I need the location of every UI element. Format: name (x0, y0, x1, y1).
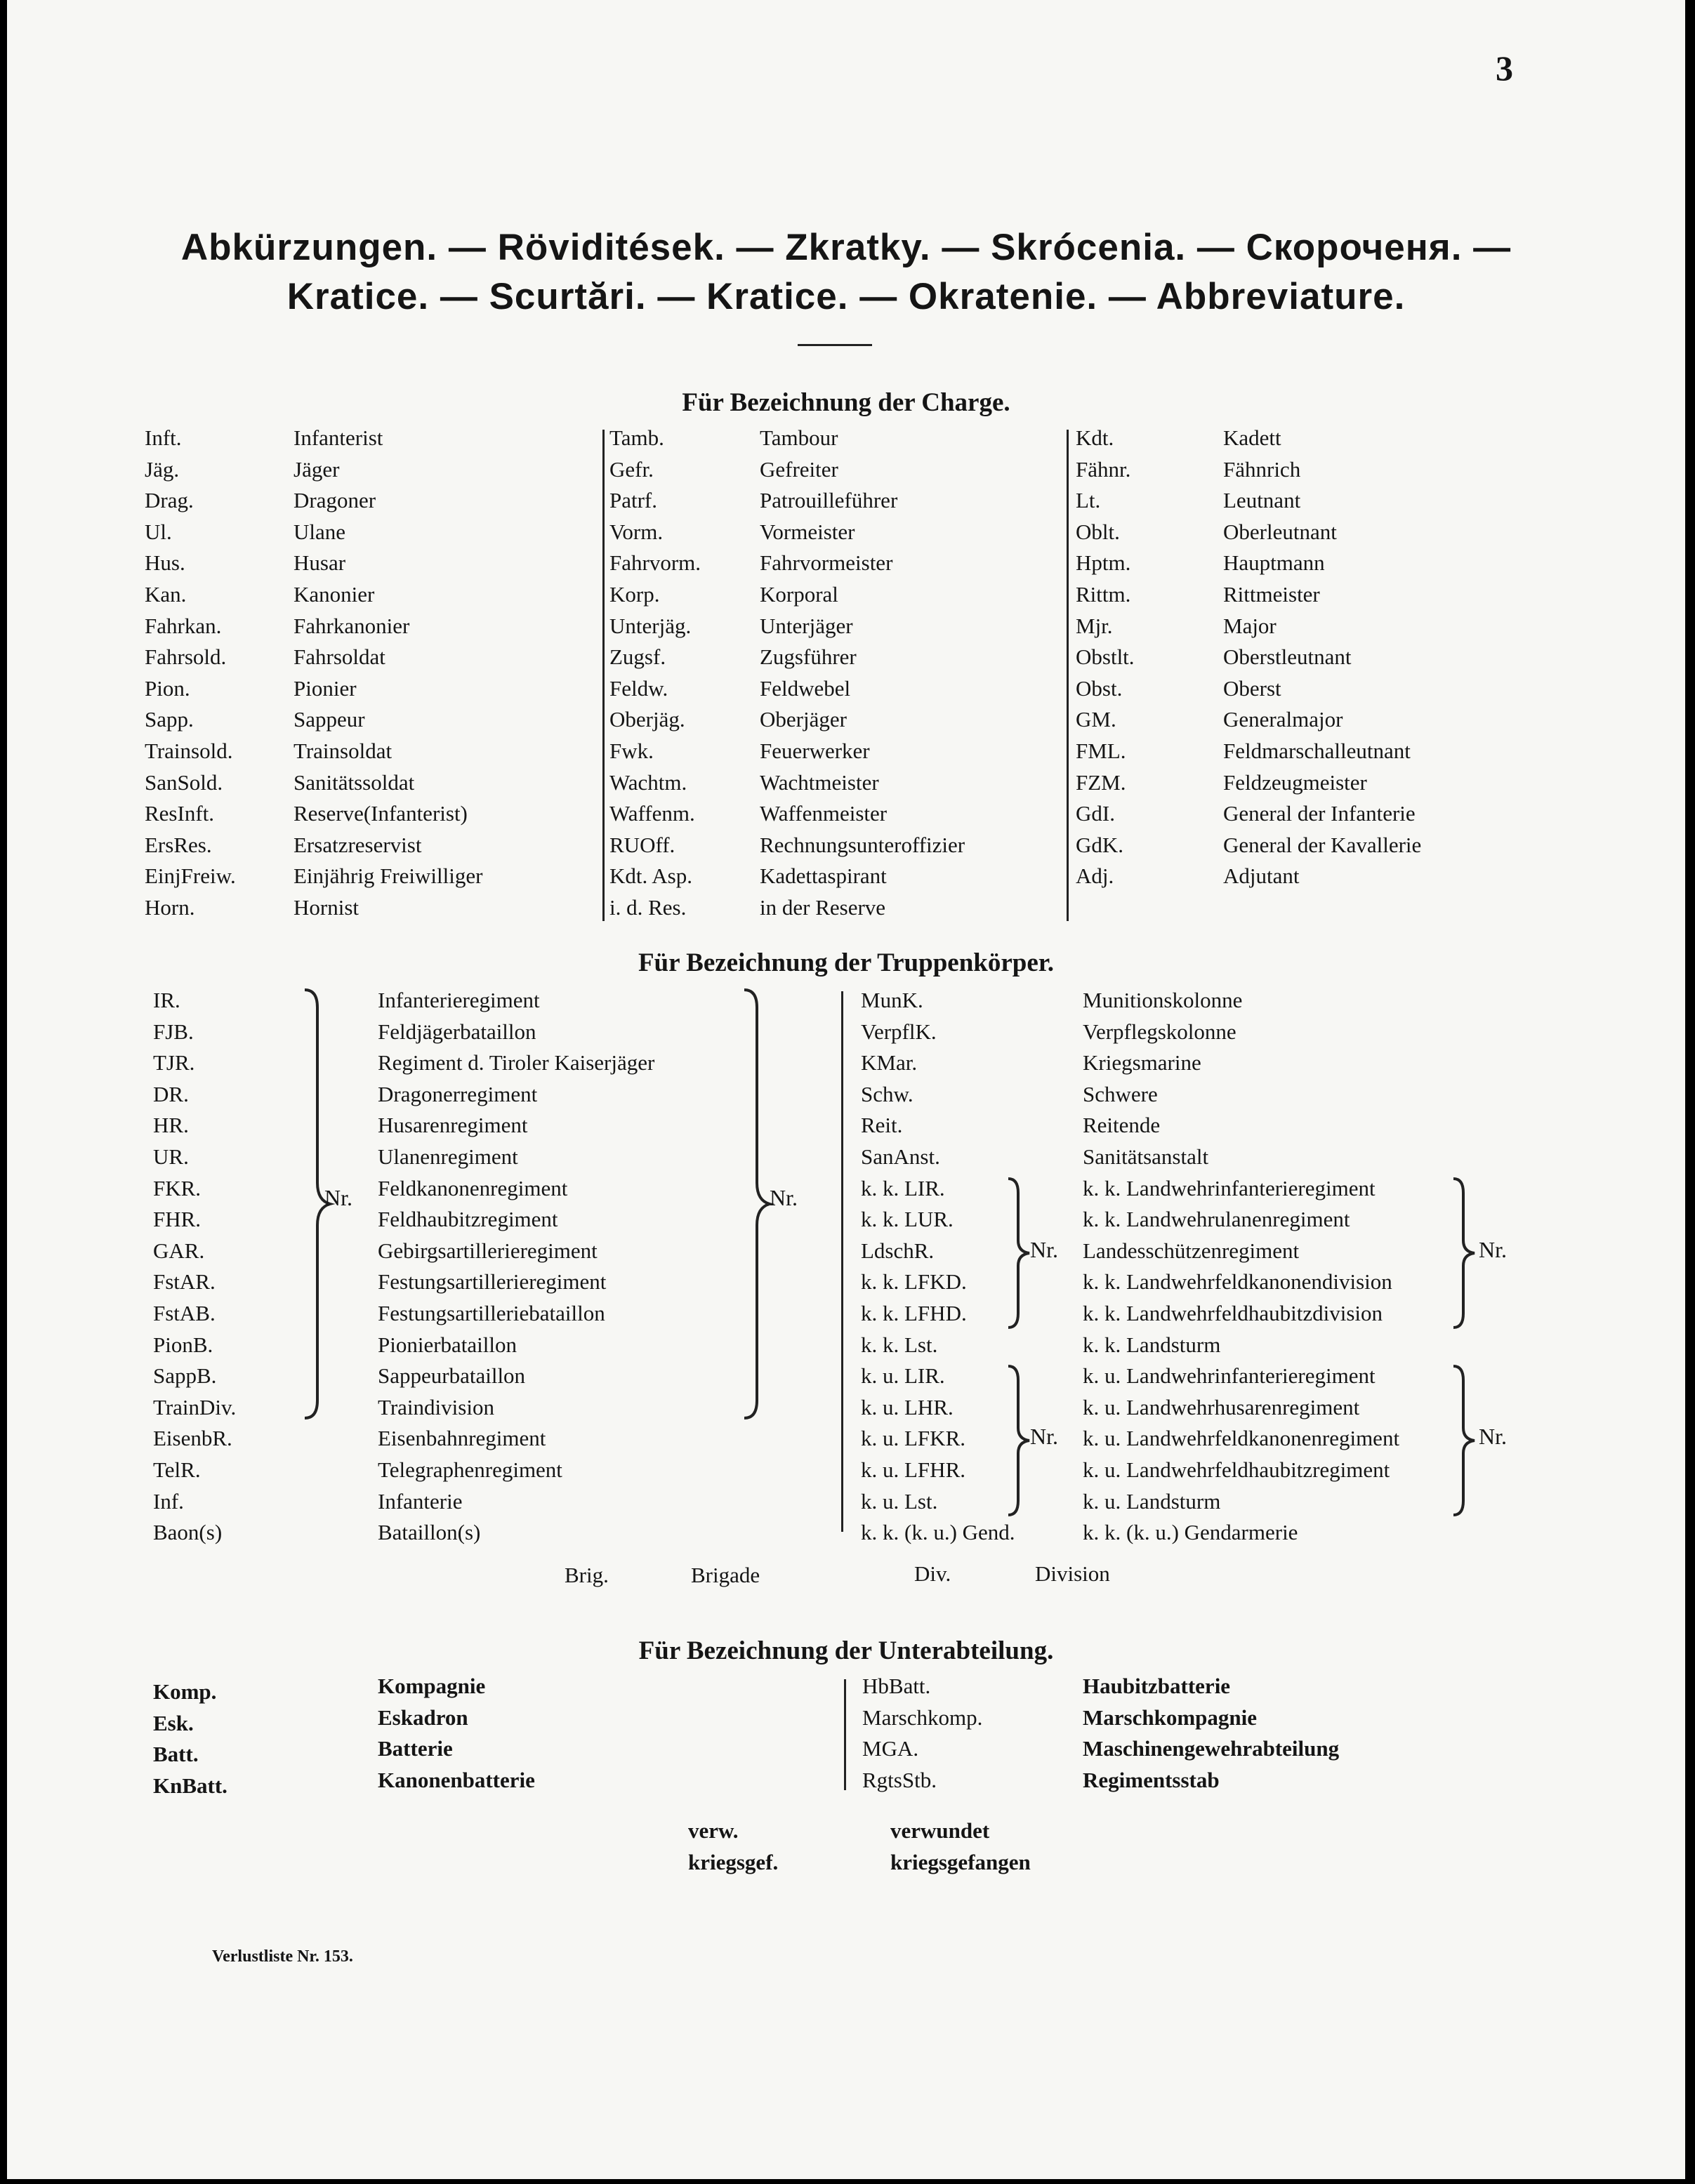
charge-full-5: Rittmeister (1223, 581, 1320, 607)
charge-full-13: Rechnungsunteroffizier (760, 832, 965, 857)
unter-right-full (1083, 1671, 1339, 1796)
charge-full-4: Husar (294, 550, 346, 576)
charge-full-4: Fahrvormeister (760, 550, 893, 576)
charge-full-14: Adjutant (1223, 863, 1300, 889)
charge-full-0: Kadett (1223, 425, 1281, 450)
unter-right-abbr (862, 1671, 982, 1796)
charge-full-12: Waffenmeister (760, 801, 888, 826)
charge-abbr-4: Hus. (145, 550, 185, 576)
charge-abbr-5: Rittm. (1076, 581, 1131, 607)
charge-full-6: Major (1223, 613, 1277, 638)
brig-full: Brigade (691, 1563, 760, 1587)
unter-extra-abbr (688, 1815, 778, 1878)
truppen-abbr-9: k. k. LFKD. (861, 1269, 967, 1295)
charge-full-15: in der Reserve (760, 894, 886, 920)
unter-full-3: Regimentsstab (1083, 1767, 1220, 1792)
charge-abbr-3: Vorm. (609, 519, 664, 544)
charge-full-3: Oberleutnant (1223, 519, 1337, 544)
nr-label-left-outer: Nr. (770, 1185, 798, 1210)
truppen-abbr-5: SanAnst. (861, 1144, 940, 1169)
column-divider (602, 430, 605, 921)
truppen-abbr-14: EisenbR. (153, 1426, 232, 1451)
unter-extra-abbr-0: verw. (688, 1818, 739, 1843)
section-heading-truppen: Für Bezeichnung der Truppenkörper. (638, 948, 1055, 977)
truppen-full-2: Kriegsmarine (1083, 1050, 1201, 1076)
truppen-abbr-4: Reit. (861, 1113, 903, 1138)
truppen-abbr-15: k. u. LFHR. (861, 1457, 965, 1482)
truppen-full-13: Traindivision (378, 1394, 494, 1419)
truppen-abbr-9: FstAR. (153, 1269, 216, 1295)
charge-full-8: Pionier (294, 675, 357, 701)
truppen-abbr-11: PionB. (153, 1332, 213, 1357)
charge-abbr-4: Fahrvorm. (609, 550, 701, 576)
charge-full-12: Reserve(Infanterist) (294, 801, 468, 826)
truppen-abbr-10: FstAB. (153, 1300, 216, 1325)
truppen-full-3: Dragonerregiment (378, 1081, 538, 1106)
charge-full-13: Ersatzreservist (294, 832, 422, 857)
truppen-right-full (1083, 985, 1399, 1549)
truppen-full-11: Pionierbataillon (378, 1332, 517, 1357)
charge-abbr-10: Fwk. (609, 738, 654, 763)
charge-abbr-3: Ul. (145, 519, 172, 544)
charge-full-13: General der Kavallerie (1223, 832, 1422, 857)
charge-full-15: Hornist (294, 894, 359, 920)
column-divider (844, 1679, 846, 1790)
charge-full-1: Jäger (294, 456, 340, 482)
charge-abbr-7: Obstlt. (1076, 644, 1135, 670)
charge-abbr-12: Waffenm. (609, 801, 695, 826)
truppen-full-3: Schwere (1083, 1081, 1158, 1106)
unter-full-0: Haubitzbatterie (1083, 1674, 1231, 1698)
truppen-full-13: k. u. Landwehrhusarenregiment (1083, 1394, 1360, 1419)
charge-abbr-10: FML. (1076, 738, 1126, 763)
brig-abbr: Brig. (565, 1563, 609, 1587)
charge-full-3: Vormeister (760, 519, 855, 544)
truppen-full-6: k. k. Landwehrinfanterieregiment (1083, 1175, 1376, 1200)
truppen-abbr-2: KMar. (861, 1050, 918, 1076)
unter-abbr-0: Komp. (153, 1679, 217, 1704)
charge-abbr-14: Adj. (1076, 863, 1114, 889)
truppen-abbr-5: UR. (153, 1144, 189, 1169)
truppen-abbr-10: k. k. LFHD. (861, 1300, 967, 1325)
charge-full-11: Wachtmeister (760, 769, 879, 795)
truppen-abbr-11: k. k. Lst. (861, 1332, 938, 1357)
truppen-abbr-16: k. u. Lst. (861, 1488, 938, 1514)
charge-abbr-1: Jäg. (145, 456, 180, 482)
charge-full-7: Fahrsoldat (294, 644, 385, 670)
truppen-abbr-6: k. k. LIR. (861, 1175, 945, 1200)
truppen-abbr-1: FJB. (153, 1019, 194, 1044)
unter-abbr-0: HbBatt. (862, 1674, 931, 1698)
truppen-abbr-14: k. u. LFKR. (861, 1426, 965, 1451)
charge-full-0: Infanterist (294, 425, 383, 450)
charge-full-8: Oberst (1223, 675, 1281, 701)
unter-abbr-1: Marschkomp. (862, 1705, 983, 1730)
charge-abbr-13: GdK. (1076, 832, 1124, 857)
unter-extra-full-1: kriegsgefangen (890, 1849, 1031, 1874)
charge-full-14: Kadettaspirant (760, 863, 887, 889)
truppen-abbr-0: MunK. (861, 988, 923, 1012)
truppen-abbr-1: VerpflK. (861, 1019, 937, 1044)
div-full: Division (1035, 1561, 1110, 1586)
truppen-full-9: Festungsartillerieregiment (378, 1269, 607, 1295)
charge-col3-full (1223, 423, 1421, 892)
truppen-abbr-8: GAR. (153, 1238, 205, 1263)
charge-abbr-9: Oberjäg. (609, 707, 685, 732)
truppen-full-10: Festungsartilleriebataillon (378, 1300, 605, 1325)
document-page (7, 0, 1685, 2179)
charge-full-14: Einjährig Freiwilliger (294, 863, 483, 889)
truppen-abbr-13: k. u. LHR. (861, 1394, 954, 1419)
unter-abbr-3: RgtsStb. (862, 1767, 937, 1792)
unter-abbr-1: Esk. (153, 1710, 194, 1735)
charge-col1-full (294, 423, 482, 924)
truppen-full-7: k. k. Landwehrulanenregiment (1083, 1207, 1350, 1232)
truppen-full-15: k. u. Landwehrfeldhaubitzregiment (1083, 1457, 1390, 1482)
charge-col2-abbr (609, 423, 701, 924)
charge-full-8: Feldwebel (760, 675, 851, 701)
truppen-full-16: k. u. Landsturm (1083, 1488, 1221, 1514)
charge-abbr-4: Hptm. (1076, 550, 1131, 576)
charge-abbr-1: Gefr. (609, 456, 654, 482)
charge-full-12: General der Infanterie (1223, 801, 1416, 826)
truppen-left-full (378, 985, 654, 1549)
truppen-abbr-7: k. k. LUR. (861, 1207, 954, 1232)
column-divider (841, 991, 843, 1532)
charge-full-11: Sanitätssoldat (294, 769, 415, 795)
truppen-abbr-2: TJR. (153, 1050, 195, 1076)
truppen-full-0: Munitionskolonne (1083, 988, 1243, 1012)
charge-full-2: Leutnant (1223, 488, 1301, 513)
charge-abbr-1: Fähnr. (1076, 456, 1131, 482)
charge-abbr-0: Tamb. (609, 425, 664, 450)
charge-abbr-11: Wachtm. (609, 769, 687, 795)
div-abbr: Div. (914, 1561, 951, 1586)
unter-abbr-3: KnBatt. (153, 1773, 227, 1798)
charge-abbr-15: i. d. Res. (609, 894, 687, 920)
truppen-full-14: Eisenbahnregiment (378, 1426, 546, 1451)
truppen-abbr-3: Schw. (861, 1081, 914, 1106)
charge-full-10: Feuerwerker (760, 738, 870, 763)
charge-abbr-11: FZM. (1076, 769, 1126, 795)
truppen-full-2: Regiment d. Tiroler Kaiserjäger (378, 1050, 655, 1076)
nr-label-ku-full: Nr. (1479, 1424, 1507, 1449)
charge-abbr-15: Horn. (145, 894, 195, 920)
unter-extra-abbr-1: kriegsgef. (688, 1849, 779, 1874)
charge-abbr-14: Kdt. Asp. (609, 863, 692, 889)
unter-full-1: Marschkompagnie (1083, 1705, 1257, 1730)
truppen-full-1: Verpflegskolonne (1083, 1019, 1236, 1044)
truppen-full-14: k. u. Landwehrfeldkanonenregiment (1083, 1426, 1400, 1451)
charge-abbr-6: Fahrkan. (145, 613, 222, 638)
charge-abbr-0: Kdt. (1076, 425, 1114, 450)
unter-full-1: Eskadron (378, 1705, 468, 1730)
charge-abbr-0: Inft. (145, 425, 182, 450)
charge-full-4: Hauptmann (1223, 550, 1325, 576)
charge-full-1: Fähnrich (1223, 456, 1301, 482)
charge-abbr-8: Obst. (1076, 675, 1123, 701)
truppen-full-11: k. k. Landsturm (1083, 1332, 1221, 1357)
charge-full-2: Patrouilleführer (760, 488, 898, 513)
charge-abbr-11: SanSold. (145, 769, 223, 795)
unter-left-abbr (153, 1676, 227, 1801)
charge-full-2: Dragoner (294, 488, 376, 513)
charge-full-9: Generalmajor (1223, 707, 1343, 732)
unter-extra-full (890, 1815, 1031, 1878)
truppen-abbr-3: DR. (153, 1081, 189, 1106)
truppen-abbr-8: LdschR. (861, 1238, 935, 1263)
truppen-abbr-12: SappB. (153, 1363, 217, 1389)
charge-abbr-6: Mjr. (1076, 613, 1113, 638)
charge-abbr-2: Lt. (1076, 488, 1101, 513)
truppen-full-17: Bataillon(s) (378, 1520, 481, 1545)
truppen-abbr-17: Baon(s) (153, 1520, 223, 1545)
charge-full-7: Zugsführer (760, 644, 857, 670)
truppen-full-12: Sappeurbataillon (378, 1363, 526, 1389)
section-heading-unter: Für Bezeichnung der Unterabteilung. (638, 1636, 1054, 1665)
truppen-abbr-13: TrainDiv. (153, 1394, 237, 1419)
charge-abbr-8: Feldw. (609, 675, 668, 701)
nr-label-ku: Nr. (1030, 1424, 1058, 1449)
charge-abbr-13: RUOff. (609, 832, 675, 857)
section-heading-charge: Für Bezeichnung der Charge. (682, 388, 1010, 417)
charge-full-6: Unterjäger (760, 613, 853, 638)
truppen-abbr-17: k. k. (k. u.) Gend. (861, 1520, 1015, 1545)
nr-label-kk-full: Nr. (1479, 1237, 1507, 1262)
charge-abbr-5: Kan. (145, 581, 187, 607)
truppen-full-6: Feldkanonenregiment (378, 1175, 568, 1200)
truppen-full-9: k. k. Landwehrfeldkanonendivision (1083, 1269, 1392, 1295)
truppen-full-1: Feldjägerbataillon (378, 1019, 536, 1044)
unter-full-2: Maschinengewehrabteilung (1083, 1736, 1340, 1761)
page-number: 3 (1496, 48, 1513, 88)
charge-full-7: Oberstleutnant (1223, 644, 1352, 670)
charge-abbr-14: EinjFreiw. (145, 863, 236, 889)
charge-abbr-10: Trainsold. (145, 738, 233, 763)
column-divider (1067, 430, 1069, 921)
unter-abbr-2: MGA. (862, 1736, 919, 1761)
charge-abbr-7: Fahrsold. (145, 644, 227, 670)
truppen-right-abbr (861, 985, 1015, 1549)
charge-abbr-7: Zugsf. (609, 644, 666, 670)
charge-abbr-2: Patrf. (609, 488, 658, 513)
charge-abbr-9: Sapp. (145, 707, 194, 732)
unter-full-3: Kanonenbatterie (378, 1767, 535, 1792)
charge-abbr-12: ResInft. (145, 801, 215, 826)
truppen-full-12: k. u. Landwehrinfanterieregiment (1083, 1363, 1376, 1389)
truppen-abbr-6: FKR. (153, 1175, 202, 1200)
truppen-full-8: Gebirgsartillerieregiment (378, 1238, 598, 1263)
charge-full-3: Ulane (294, 519, 346, 544)
unter-full-0: Kompagnie (378, 1674, 486, 1698)
charge-abbr-6: Unterjäg. (609, 613, 692, 638)
footer-issue: Verlustliste Nr. 153. (212, 1947, 353, 1966)
truppen-full-10: k. k. Landwehrfeldhaubitzdivision (1083, 1300, 1383, 1325)
truppen-full-0: Infanterieregiment (378, 988, 540, 1012)
title-line-1: Abkürzungen. — Röviditések. — Zkratky. — Skrócenia. — Скороченя. — (180, 227, 1512, 268)
truppen-full-8: Landesschützenregiment (1083, 1238, 1300, 1263)
truppen-abbr-15: TelR. (153, 1457, 201, 1482)
charge-abbr-5: Korp. (609, 581, 660, 607)
unter-full-2: Batterie (378, 1736, 453, 1761)
title-rule (798, 344, 872, 346)
charge-col1-abbr (145, 423, 236, 924)
nr-label-left-inner: Nr. (324, 1185, 352, 1210)
truppen-full-16: Infanterie (378, 1488, 463, 1514)
charge-full-10: Feldmarschalleutnant (1223, 738, 1411, 763)
charge-full-9: Oberjäger (760, 707, 847, 732)
charge-full-5: Korporal (760, 581, 838, 607)
truppen-full-5: Sanitätsanstalt (1083, 1144, 1209, 1169)
unter-abbr-2: Batt. (153, 1742, 199, 1767)
charge-abbr-13: ErsRes. (145, 832, 212, 857)
truppen-full-4: Reitende (1083, 1113, 1161, 1138)
truppen-abbr-0: IR. (153, 988, 180, 1012)
charge-abbr-9: GM. (1076, 707, 1116, 732)
truppen-abbr-7: FHR. (153, 1207, 202, 1232)
charge-full-11: Feldzeugmeister (1223, 769, 1367, 795)
charge-abbr-3: Oblt. (1076, 519, 1120, 544)
charge-abbr-12: GdI. (1076, 801, 1115, 826)
truppen-full-4: Husarenregiment (378, 1113, 528, 1138)
charge-abbr-2: Drag. (145, 488, 194, 513)
charge-abbr-8: Pion. (145, 675, 190, 701)
truppen-full-7: Feldhaubitzregiment (378, 1207, 558, 1232)
truppen-full-17: k. k. (k. u.) Gendarmerie (1083, 1520, 1298, 1545)
charge-col2-full (760, 423, 965, 924)
truppen-left-abbr (153, 985, 236, 1549)
unter-extra-full-0: verwundet (890, 1818, 990, 1843)
unter-left-full (378, 1671, 535, 1796)
title-line-2: Kratice. — Scurtări. — Kratice. — Okratenie. — Abbreviature. (286, 276, 1406, 317)
truppen-abbr-12: k. u. LIR. (861, 1363, 945, 1389)
truppen-abbr-16: Inf. (153, 1488, 184, 1514)
nr-label-kk: Nr. (1030, 1237, 1058, 1262)
truppen-full-15: Telegraphenregiment (378, 1457, 562, 1482)
charge-full-10: Trainsoldat (294, 738, 393, 763)
charge-full-6: Fahrkanonier (294, 613, 410, 638)
charge-full-5: Kanonier (294, 581, 375, 607)
charge-col3-abbr (1076, 423, 1135, 892)
truppen-abbr-4: HR. (153, 1113, 189, 1138)
charge-full-1: Gefreiter (760, 456, 838, 482)
charge-full-9: Sappeur (294, 707, 365, 732)
truppen-full-5: Ulanenregiment (378, 1144, 518, 1169)
charge-full-0: Tambour (760, 425, 838, 450)
